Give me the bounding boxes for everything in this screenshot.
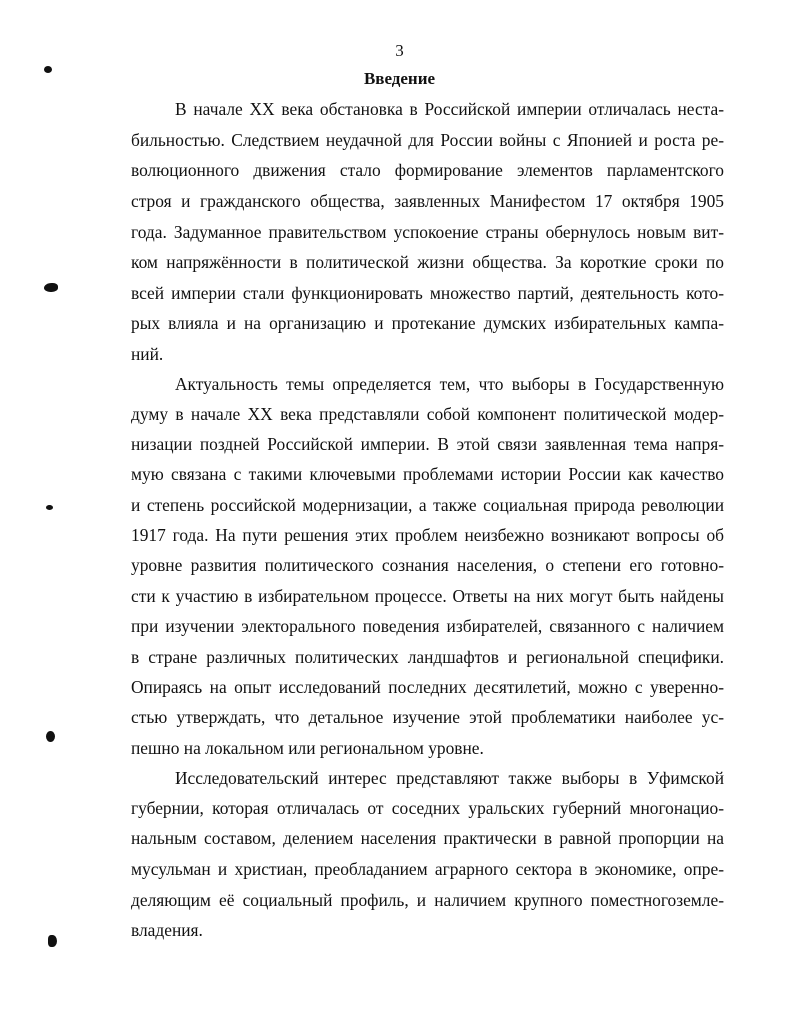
- text-line: стью утверждать, что детальное изучение этой проблематики наиболее ус-: [131, 707, 724, 727]
- text-line: владения.: [131, 920, 203, 940]
- text-line: мую связана с такими ключевыми проблемами истории России как качество: [131, 464, 724, 484]
- scan-mark: [44, 66, 52, 73]
- text-line: нальным составом, делением населения практически в равной пропорции на: [131, 828, 724, 848]
- scan-mark: [44, 283, 58, 292]
- scan-mark: [46, 505, 53, 510]
- text-line: волюционного движения стало формирование элементов парламентского: [131, 160, 724, 180]
- text-line: уровне развития политического сознания населения, о степени его готовно-: [131, 555, 724, 575]
- text-line: низации поздней Российской империи. В этой связи заявленная тема напря-: [131, 434, 724, 454]
- text-line: Актуальность темы определяется тем, что выборы в Государственную: [175, 374, 724, 394]
- text-line: пешно на локальном или региональном уровне.: [131, 738, 484, 758]
- text-line: рых влияла и на организацию и протекание думских избирательных кампа-: [131, 313, 724, 333]
- text-line: года. Задуманное правительством успокоение страны обернулось новым вит-: [131, 222, 724, 242]
- text-line: мусульман и христиан, преобладанием аграрного сектора в экономике, опре-: [131, 859, 724, 879]
- text-line: В начале XX века обстановка в Российской империи отличалась неста-: [175, 99, 724, 119]
- text-line: думу в начале XX века представляли собой компонент политической модер-: [131, 404, 724, 424]
- text-line: при изучении электорального поведения избирателей, связанного с наличием: [131, 616, 724, 636]
- text-line: Опираясь на опыт исследований последних десятилетий, можно с уверенно-: [131, 677, 724, 697]
- text-line: 1917 года. На пути решения этих проблем неизбежно возникают вопросы об: [131, 525, 724, 545]
- text-line: ний.: [131, 344, 164, 364]
- text-line: всей империи стали функционировать множество партий, деятельность кото-: [131, 283, 724, 303]
- text-line: Исследовательский интерес представляют также выборы в Уфимской: [175, 768, 724, 788]
- text-line: в стране различных политических ландшафтов и региональной специфики.: [131, 647, 724, 667]
- text-line: губернии, которая отличалась от соседних уральских губерний многонацио-: [131, 798, 724, 818]
- text-line: деляющим её социальный профиль, и наличием крупного поместногоземле-: [131, 890, 724, 910]
- text-line: бильностью. Следствием неудачной для России войны с Японией и роста ре-: [131, 130, 724, 150]
- text-line: строя и гражданского общества, заявленных Манифестом 17 октября 1905: [131, 191, 724, 211]
- section-heading: Введение: [363, 69, 436, 88]
- text-line: ком напряжённости в политической жизни общества. За короткие сроки по: [131, 252, 724, 272]
- scan-mark: [46, 731, 55, 742]
- scan-mark: [48, 935, 57, 947]
- page-number: 3: [395, 41, 404, 60]
- text-line: и степень российской модернизации, а также социальная природа революции: [131, 495, 724, 515]
- text-line: сти к участию в избирательном процессе. Ответы на них могут быть найдены: [131, 586, 724, 606]
